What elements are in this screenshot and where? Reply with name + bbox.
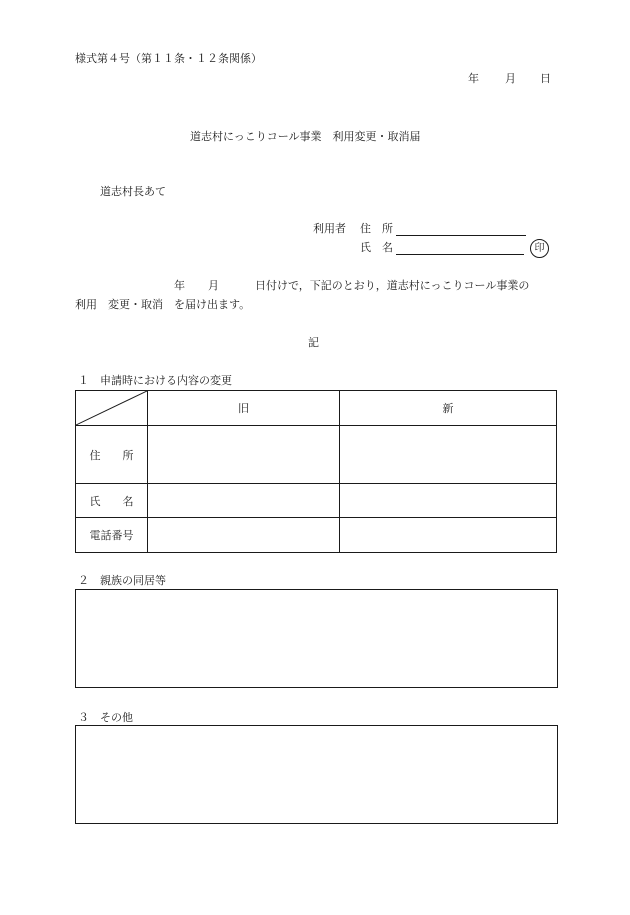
other-notes-box[interactable] bbox=[75, 725, 558, 824]
family-cohabitation-box[interactable] bbox=[75, 589, 558, 688]
body-month-label: 月 bbox=[208, 279, 219, 292]
ki-heading: 記 bbox=[308, 336, 319, 349]
table-row-phone bbox=[76, 518, 557, 553]
body-year-label: 年 bbox=[174, 279, 185, 292]
section2-heading: ２ 親族の同居等 bbox=[78, 574, 166, 587]
old-address-cell[interactable] bbox=[148, 426, 340, 484]
row-label-name: 氏 名 bbox=[76, 484, 148, 518]
address-input-line[interactable] bbox=[396, 223, 526, 236]
name-input-line[interactable] bbox=[396, 242, 524, 255]
diagonal-line bbox=[76, 391, 147, 425]
row-label-phone: 電話番号 bbox=[76, 518, 148, 553]
column-header-old: 旧 bbox=[148, 391, 340, 426]
body-line-2: 利用 変更・取消 を届け出ます。 bbox=[75, 298, 251, 311]
new-phone-cell[interactable] bbox=[340, 518, 557, 553]
column-header-new: 新 bbox=[340, 391, 557, 426]
table-row-address bbox=[76, 426, 557, 484]
address-label: 住 所 bbox=[360, 222, 393, 235]
old-name-cell[interactable] bbox=[148, 484, 340, 518]
name-label: 氏 名 bbox=[360, 241, 393, 254]
section1-heading: １ 申請時における内容の変更 bbox=[78, 374, 232, 387]
new-name-cell[interactable] bbox=[340, 484, 557, 518]
row-label-address: 住 所 bbox=[76, 426, 148, 484]
date-day-label: 日 bbox=[540, 72, 551, 85]
form-number: 様式第４号（第１１条・１２条関係） bbox=[75, 52, 262, 65]
section3-heading: ３ その他 bbox=[78, 711, 133, 724]
applicant-label: 利用者 bbox=[313, 222, 346, 235]
body-date-suffix: 日付けで，下記のとおり，道志村にっこりコール事業の bbox=[255, 279, 530, 292]
new-address-cell[interactable] bbox=[340, 426, 557, 484]
old-phone-cell[interactable] bbox=[148, 518, 340, 553]
table-header-row bbox=[76, 391, 557, 426]
date-year-label: 年 bbox=[468, 72, 479, 85]
addressee: 道志村長あて bbox=[100, 185, 166, 198]
diagonal-corner-cell bbox=[76, 391, 148, 426]
document-title: 道志村にっこりコール事業 利用変更・取消届 bbox=[190, 130, 421, 143]
table-row-name bbox=[76, 484, 557, 518]
date-month-label: 月 bbox=[505, 72, 516, 85]
seal-mark: 印 bbox=[530, 239, 549, 258]
change-table bbox=[75, 390, 557, 553]
